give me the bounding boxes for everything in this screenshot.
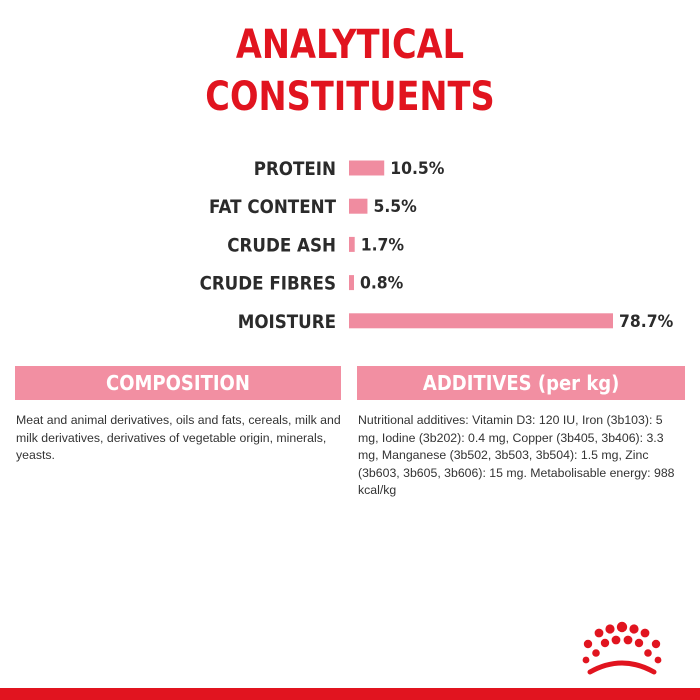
bar-moisture: [349, 313, 613, 328]
additives-text: Nutritional additives: Vitamin D3: 120 IU, Iron (3b103): 5 mg, Iodine (3b202): 0.4 mg, Copper (3b405, 3b406): 3.3 mg, Manganese (3b502, 3b503, 3b504): 1.5 mg, Zinc (3b603, 3b605, 3b606): 15 mg. Metabolisable energy: 988 kcal/kg: [358, 413, 675, 497]
bar-fat-content: [349, 199, 367, 214]
value-label-moisture: 78.7%: [619, 311, 674, 331]
bar-crude-fibres: [349, 275, 354, 290]
composition-text: Meat and animal derivatives, oils and fats, cereals, milk and milk derivatives, derivatives of vegetable origin, minerals, yeasts.: [16, 413, 341, 462]
bar-crude-ash: [349, 237, 355, 252]
value-label-fat-content: 5.5%: [373, 196, 417, 217]
title-line-2: CONSTITUENTS: [205, 74, 495, 120]
category-label-protein: PROTEIN: [253, 158, 336, 181]
additives-heading: ADDITIVES (per kg): [422, 371, 620, 395]
composition-header: [15, 366, 341, 400]
title-line-1: ANALYTICAL: [235, 22, 465, 68]
category-label-crude-ash: CRUDE ASH: [227, 234, 336, 257]
category-label-crude-fibres: CRUDE FIBRES: [199, 272, 336, 295]
composition-heading: COMPOSITION: [106, 371, 250, 395]
value-label-crude-fibres: 0.8%: [360, 272, 404, 293]
additives-header: [357, 366, 685, 400]
footer-bar: [0, 688, 700, 700]
category-label-fat-content: FAT CONTENT: [209, 196, 336, 219]
crown-icon: [574, 620, 670, 682]
value-label-protein: 10.5%: [390, 158, 445, 179]
bar-protein: [349, 161, 384, 176]
value-label-crude-ash: 1.7%: [360, 234, 405, 255]
category-label-moisture: MOISTURE: [237, 310, 336, 334]
